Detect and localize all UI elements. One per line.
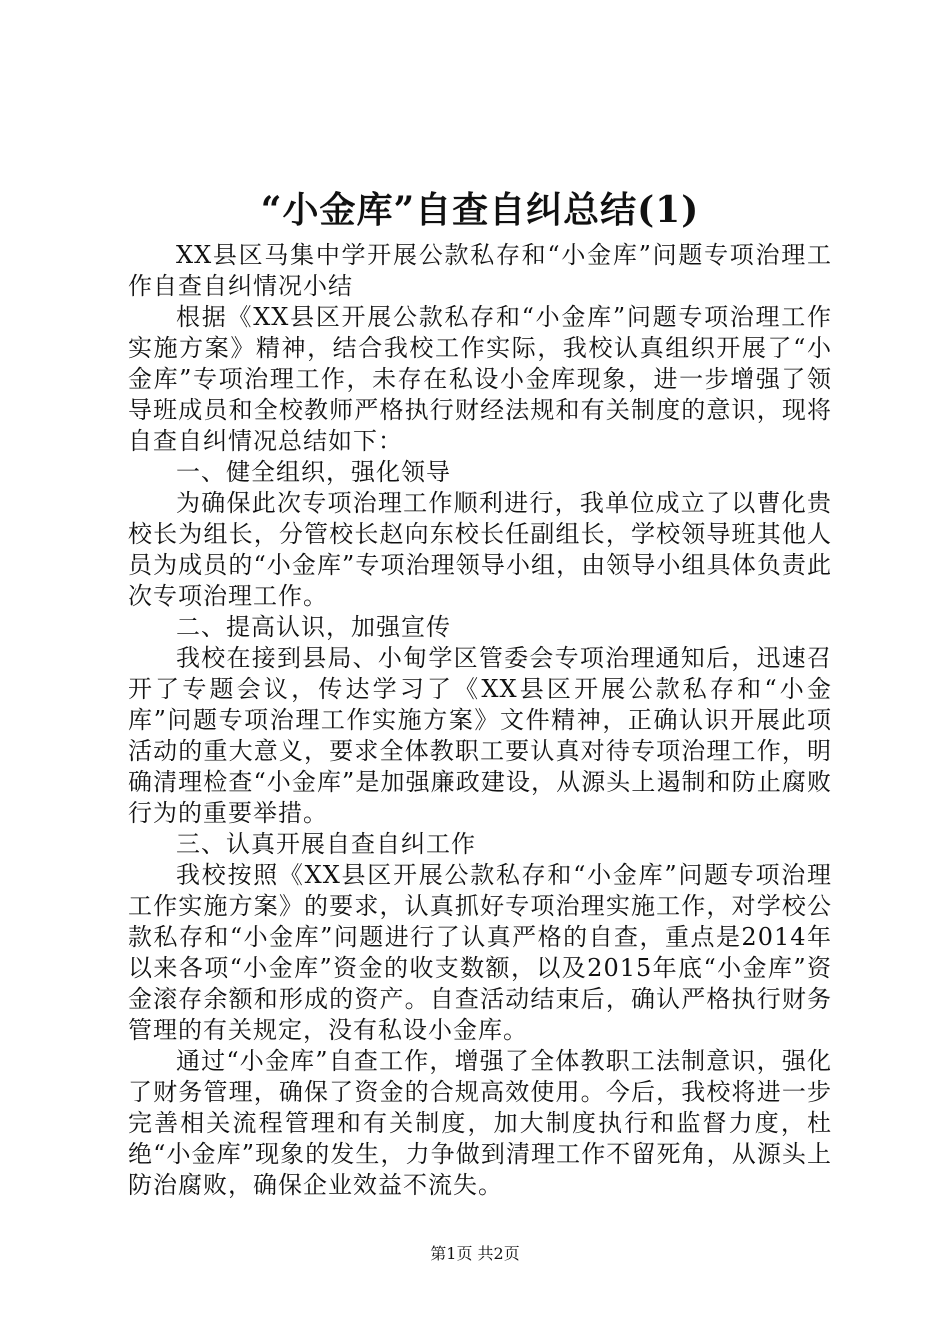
page-footer: 第1页 共2页: [430, 1244, 520, 1263]
section-heading-3: 三、认真开展自查自纠工作: [176, 830, 476, 858]
document-page: [128, 186, 832, 1201]
section-body-2: 我校在接到县局、小甸学区管委会专项治理通知后，迅速召开了专题会议，传达学习了《XX县区开展公款私存和“小金库”问题专项治理工作实施方案》文件精神，正确认识开展此项活动的重大意义，要求全体教职工要认真对待专项治理工作，明确清理检查“小金库”是加强廉政建设，从源头上遏制和防止腐败行为的重要举措。: [128, 644, 832, 827]
intro-paragraph: XX县区马集中学开展公款私存和“小金库”问题专项治理工作自查自纠情况小结: [128, 241, 832, 300]
section-body-1: 为确保此次专项治理工作顺利进行，我单位成立了以曹化贵校长为组长，分管校长赵向东校长任副组长，学校领导班其他人员为成员的“小金库”专项治理领导小组，由领导小组具体负责此次专项治理工作。: [128, 489, 832, 610]
document-title: “小金库”自查自纠总结(1): [260, 189, 700, 231]
closing-paragraph: 通过“小金库”自查工作，增强了全体教职工法制意识，强化了财务管理，确保了资金的合规高效使用。今后，我校将进一步完善相关流程管理和有关制度，加大制度执行和监督力度，杜绝“小金库”现象的发生，力争做到清理工作不留死角，从源头上防治腐败，确保企业效益不流失。: [128, 1047, 832, 1199]
section-body-3: 我校按照《XX县区开展公款私存和“小金库”问题专项治理工作实施方案》的要求，认真抓好专项治理实施工作，对学校公款私存和“小金库”问题进行了认真严格的自查，重点是2014年以来各项“小金库”资金的收支数额，以及2015年底“小金库”资金滚存余额和形成的资产。自查活动结束后，确认严格执行财务管理的有关规定，没有私设小金库。: [128, 861, 832, 1044]
section-heading-1: 一、健全组织，强化领导: [176, 458, 451, 486]
opening-paragraph: 根据《XX县区开展公款私存和“小金库”问题专项治理工作实施方案》精神，结合我校工作实际，我校认真组织开展了“小金库”专项治理工作，未存在私设小金库现象，进一步增强了领导班成员和全校教师严格执行财经法规和有关制度的意识，现将自查自纠情况总结如下：: [128, 303, 832, 455]
section-heading-2: 二、提高认识，加强宣传: [176, 613, 451, 641]
